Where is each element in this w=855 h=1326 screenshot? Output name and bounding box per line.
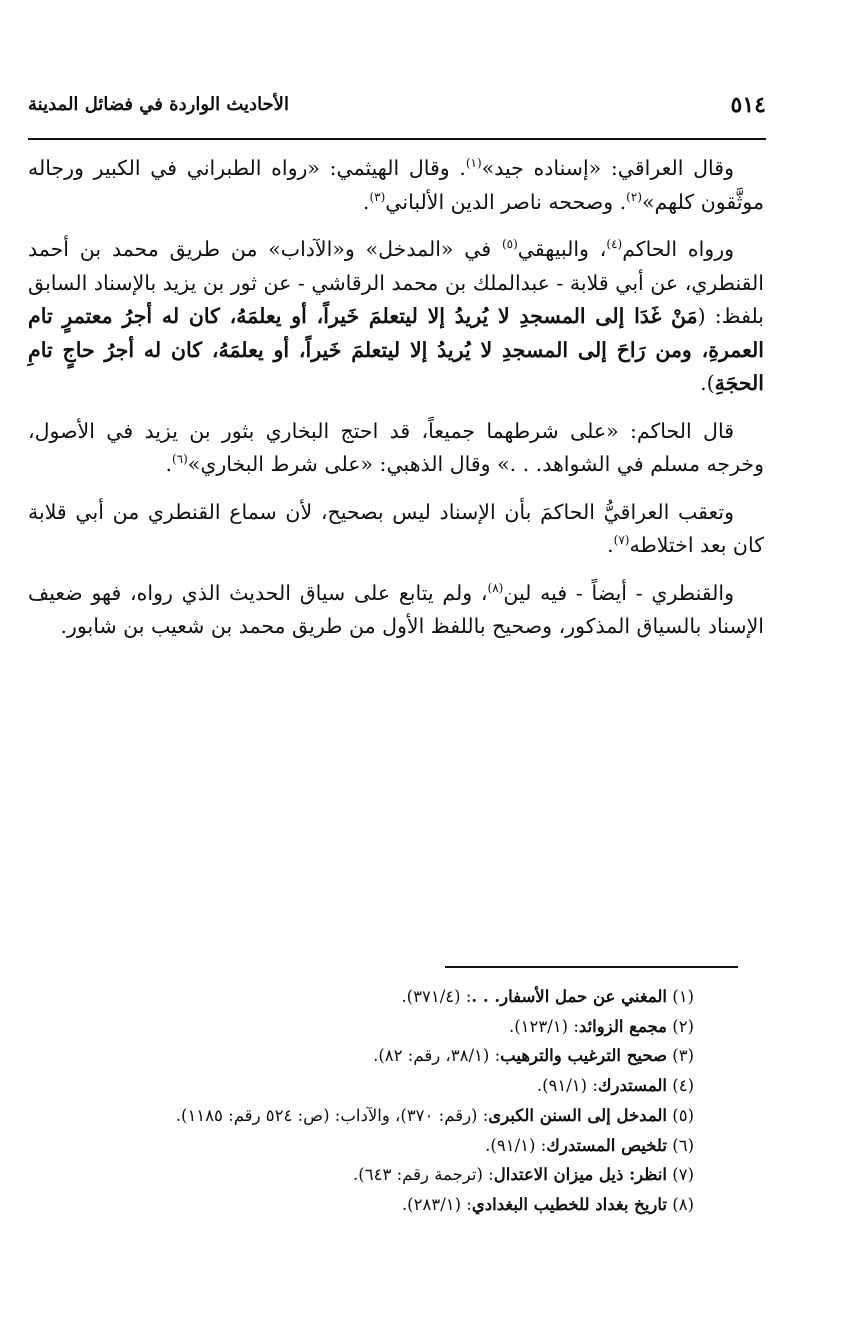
footnote [28, 1101, 694, 1131]
footnote-number: (١) [672, 987, 694, 1006]
paragraph-1 [28, 152, 764, 219]
text-run: . [607, 533, 614, 557]
footnote-reference: : (٣٨/١، رقم: ٨٢). [373, 1046, 501, 1066]
footnote-source: المغني عن حمل الأسفار. . . [471, 987, 667, 1006]
footnote-source: مجمع الزوائد [578, 1016, 667, 1036]
footnote-source: المستدرك [597, 1076, 667, 1096]
text-run: . وقال الهيثمي: «رواه الطبراني في الكبير ورجاله موثَّقون كلهم» [28, 156, 764, 214]
footnote-number: (٧) [672, 1165, 694, 1185]
footnote-marker: (٨) [487, 580, 504, 595]
footnote-source: تاريخ بغداد للخطيب البغدادي [471, 1194, 667, 1214]
footnote-source: تلخيص المستدرك [546, 1135, 667, 1155]
footnote [28, 1131, 694, 1161]
text-run: . [165, 452, 172, 476]
footnote-reference: : (رقم: ٣٧٠)، والآداب: (ص: ٥٢٤ رقم: ١١٨٥). [175, 1105, 489, 1125]
footnote-marker: (٢) [626, 189, 642, 204]
footnote [28, 1160, 694, 1190]
footnote-reference: : (٣٧١/٤). [401, 987, 472, 1006]
footnote [28, 1012, 694, 1042]
footnote-marker: (٥) [501, 237, 518, 252]
footnote [28, 1041, 694, 1071]
text-run: . وصححه ناصر الدين الألباني [385, 189, 627, 214]
footnote-reference: : (ترجمة رقم: ٦٤٣). [353, 1165, 494, 1185]
footnote [28, 1190, 694, 1220]
footnote-source: المدخل إلى السنن الكبرى [488, 1105, 667, 1125]
paragraph-2 [28, 233, 764, 401]
hadith-text: مَنْ غَدَا إلى المسجدِ لا يُريدُ إلا ليتعلمَ خَيراً، أو يعلمَهُ، كان له أجرُ معتمرٍ تام العمرةِ، ومن رَاحَ إلى المسجدِ لا يُريدُ إلا ليتعلمَ خَيراً، أو يعلمَهُ، كان له أجرُ حاجٍ تامِ الحجَةِ [28, 304, 764, 395]
text-run: ). [700, 371, 715, 395]
footnote-marker: (١) [465, 156, 482, 171]
footnote-reference: : (١٢٣/١). [508, 1016, 579, 1036]
header-rule [28, 138, 766, 140]
footnote-marker: (٤) [606, 237, 623, 252]
text-run: وقال العراقي: «إسناده جيد» [481, 156, 734, 180]
footnote-marker: (٧) [613, 533, 630, 548]
page-header [28, 80, 766, 130]
running-title: الأحاديث الواردة في فضائل المدينة [28, 94, 289, 115]
text-run: والقنطري - أيضاً - فيه لين [503, 580, 734, 605]
footnote-reference: : (٩١/١). [536, 1076, 598, 1096]
footnote-source: انظر: ذيل ميزان الاعتدال [493, 1165, 667, 1185]
text-run: ، ولم يتابع على سياق الحديث الذي رواه، فهو ضعيف الإسناد بالسياق المذكور، وصحيح باللفظ الأول من طريق محمد بن شعيب بن شابور. [28, 580, 764, 638]
page-number: ٥١٤ [730, 92, 766, 118]
text-run: ، والبيهقي [517, 237, 607, 261]
footnote-separator [445, 966, 738, 968]
footnote-reference: : (٢٨٣/١). [401, 1194, 472, 1214]
footnote-number: (٢) [672, 1016, 694, 1036]
paragraph-3 [28, 415, 764, 482]
paragraph-4 [28, 496, 764, 563]
paragraph-5 [28, 577, 764, 644]
footnote-number: (٥) [672, 1105, 694, 1125]
footnote-number: (٣) [672, 1046, 694, 1066]
footnote-reference: : (٩١/١). [485, 1135, 547, 1155]
footnote-source: صحيح الترغيب والترهيب [500, 1046, 667, 1066]
text-run: ورواه الحاكم [622, 237, 734, 261]
footnote [28, 1071, 694, 1101]
footnote [28, 982, 694, 1012]
footnote-marker: (٦) [171, 452, 188, 467]
text-run: وتعقب العراقيُّ الحاكمَ بأن الإسناد ليس بصحيح، لأن سماع القنطري من أبي قلابة كان بعد اختلاطه [28, 499, 764, 557]
footnote-number: (٤) [672, 1076, 694, 1096]
footnote-number: (٦) [672, 1135, 694, 1155]
text-run: قال الحاكم: «على شرطهما جميعاً، قد احتج البخاري بثور بن يزيد في الأصول، وخرجه مسلم في الشواهد. . .» وقال الذهبي: «على شرط البخاري» [28, 418, 764, 476]
footnote-number: (٨) [672, 1194, 694, 1214]
footnote-marker: (٣) [369, 189, 386, 204]
text-run: . [362, 189, 370, 214]
text-run: في «المدخل» و«الآداب» من طريق محمد بن أحمد القنطري، عن أبي قلابة - عبدالملك بن محمد الرقاشي - عن ثور بن يزيد بالإسناد السابق بلفظ: ( [28, 237, 764, 328]
footnotes [28, 982, 694, 1220]
main-text [28, 152, 764, 658]
